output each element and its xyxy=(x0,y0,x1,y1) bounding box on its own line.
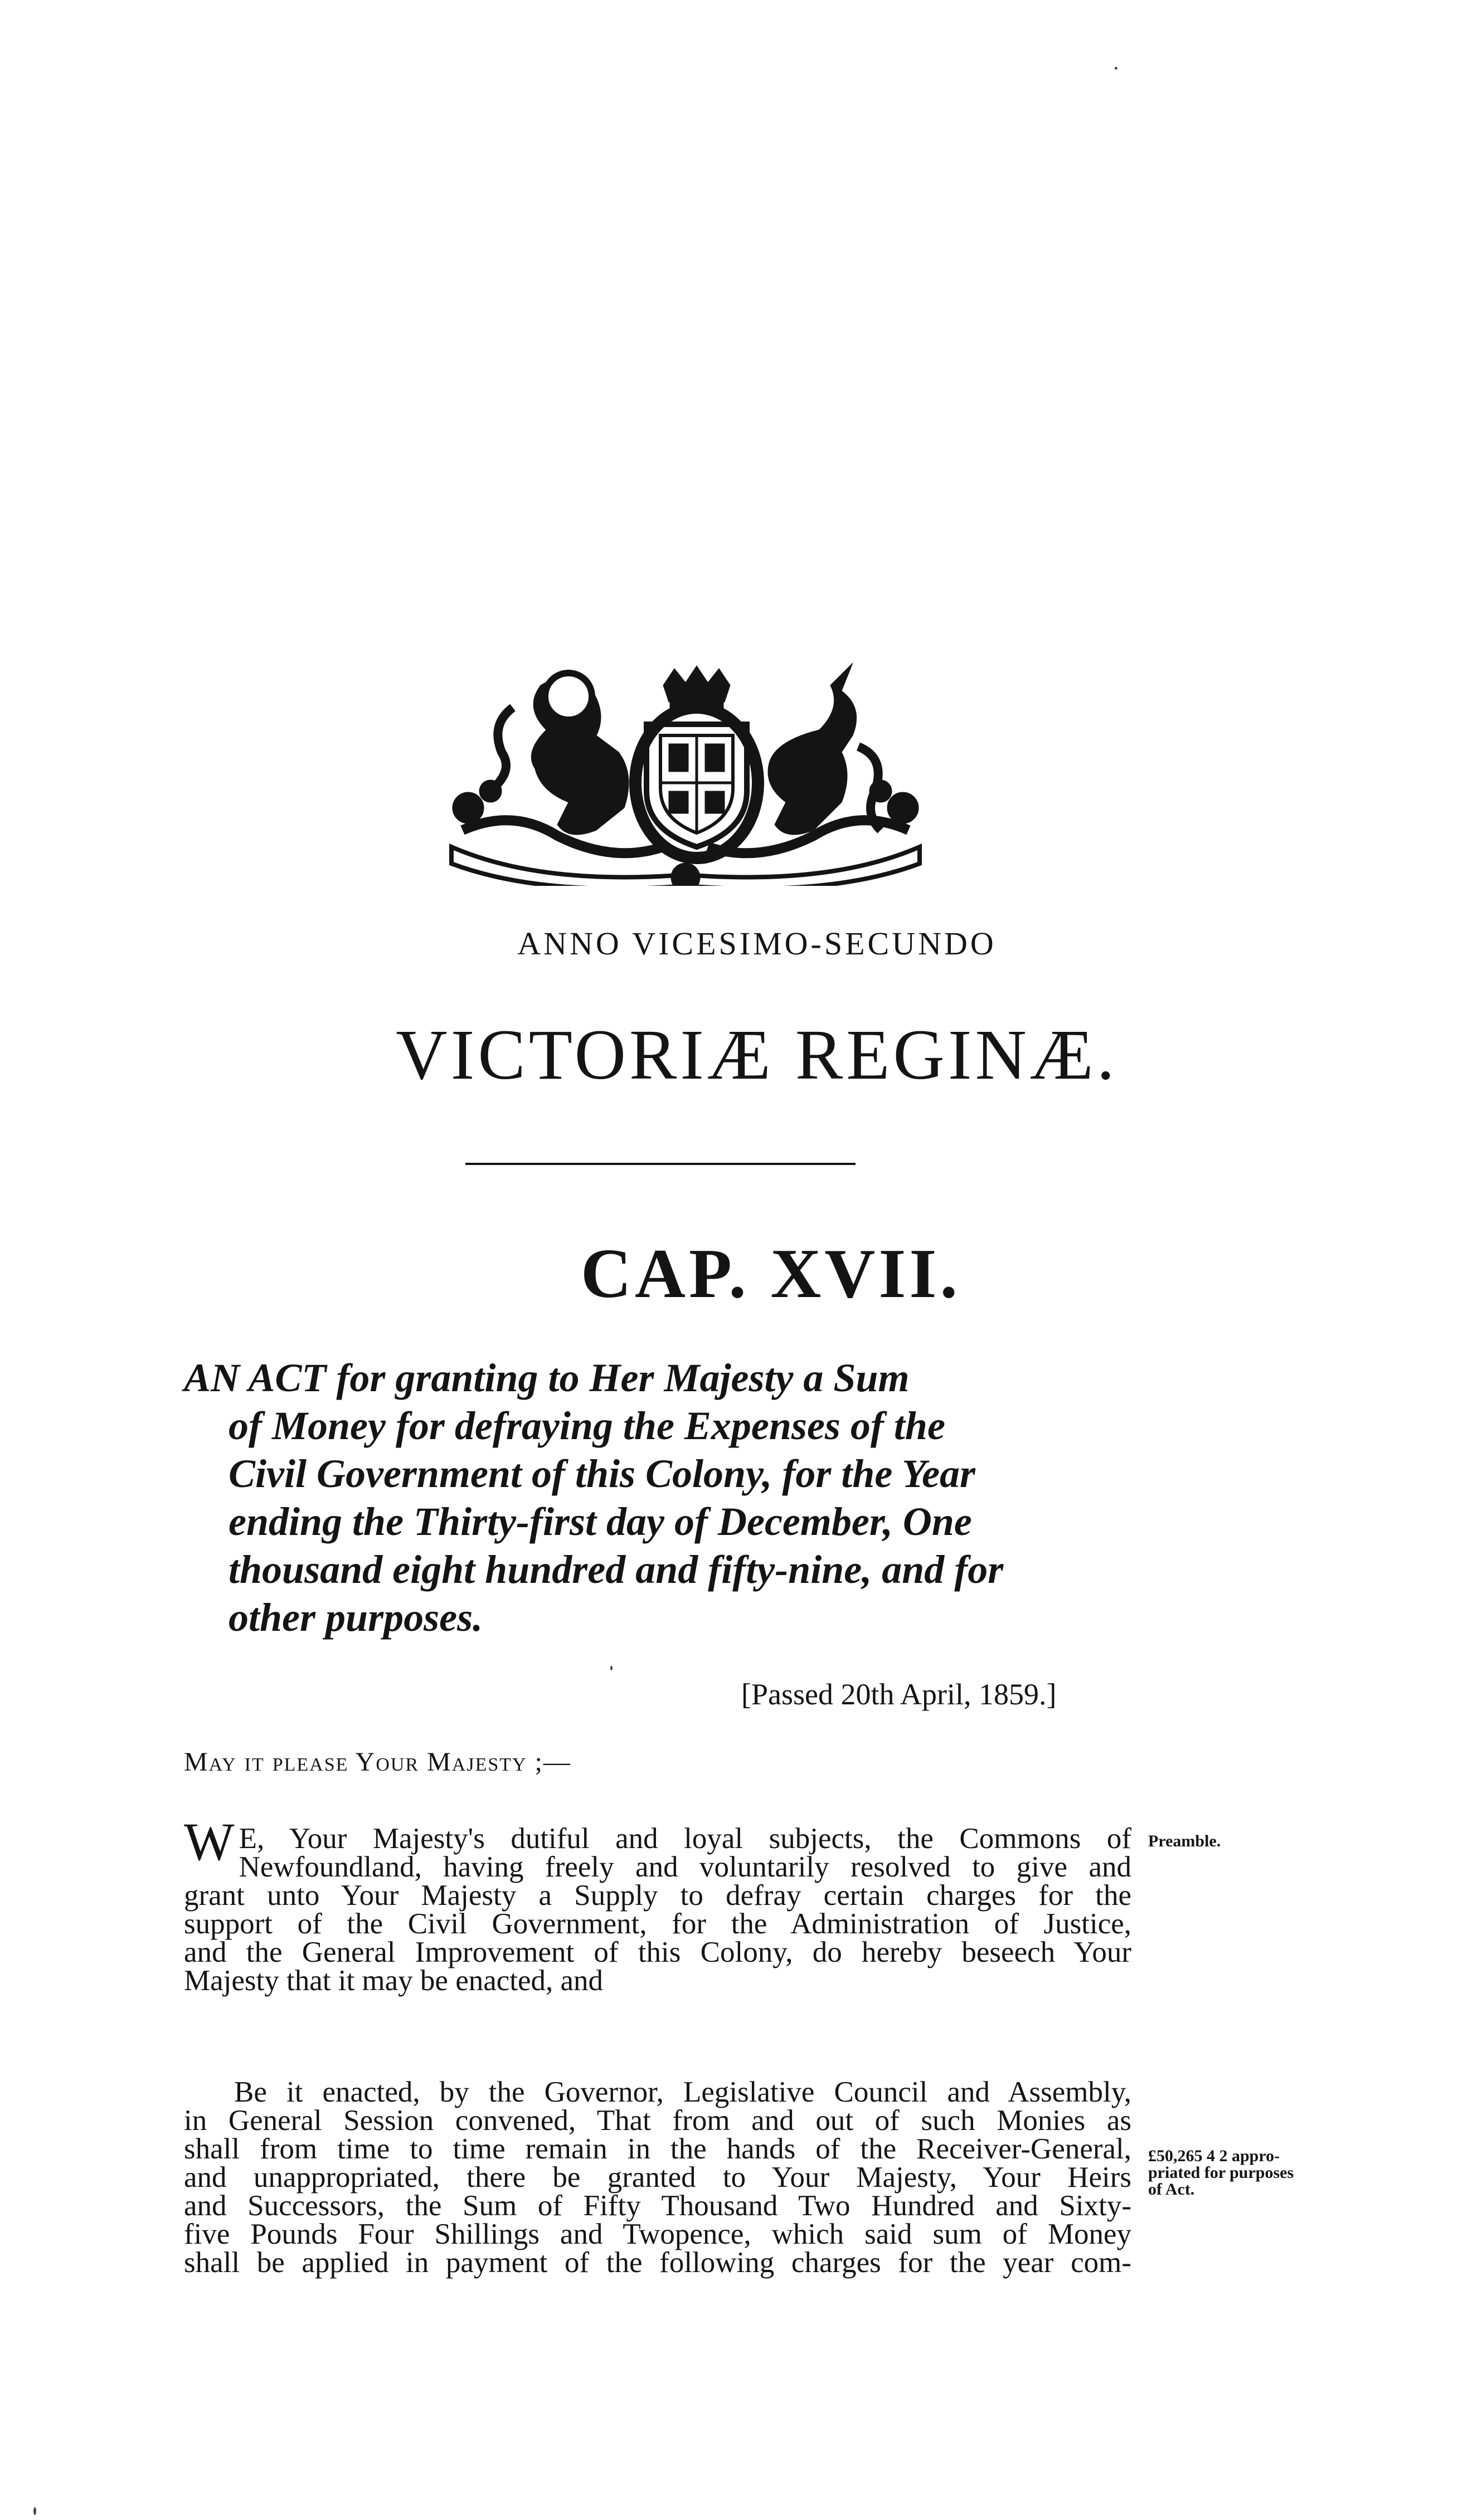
preamble-line: and the General Improvement of this Colony, do hereby beseech Your xyxy=(184,1936,1131,1968)
preamble-line: grant unto Your Majesty a Supply to defray certain charges for the xyxy=(184,1879,1131,1912)
act-title-line: of Money for defraying the Expenses of the xyxy=(229,1403,945,1448)
preamble-line: support of the Civil Government, for the Administration of Justice, xyxy=(184,1908,1131,1940)
enactment-line: five Pounds Four Shillings and Twopence, which said sum of Money xyxy=(184,2218,1131,2250)
margin-note-line: £50,265 4 2 appro- xyxy=(1148,2147,1280,2165)
margin-note-preamble: Preamble. xyxy=(1148,1832,1221,1850)
preamble-line: E, Your Majesty's dutiful and loyal subjects, the Commons of xyxy=(239,1822,1131,1855)
act-title-line: AN ACT for granting to Her Majesty a Sum xyxy=(184,1356,910,1400)
scan-speck xyxy=(1115,67,1117,70)
enactment-line: shall from time to time remain in the hands of the Receiver-General, xyxy=(184,2133,1131,2165)
royal-coat-of-arms-icon xyxy=(429,663,942,886)
act-title xyxy=(184,1354,1154,1641)
act-title-line: other purposes. xyxy=(229,1595,483,1640)
scan-speck xyxy=(33,2507,36,2515)
margin-note-line: priated for purposes xyxy=(1148,2163,1294,2182)
preamble-line: Newfoundland, having freely and voluntarily resolved to give and xyxy=(239,1851,1131,1883)
enactment-line: and unappropriated, there be granted to Your Majesty, Your Heirs xyxy=(184,2161,1131,2194)
act-title-line: thousand eight hundred and fifty-nine, and for xyxy=(229,1547,1004,1592)
margin-note-appropriation xyxy=(1148,2148,1294,2198)
scan-speck xyxy=(610,1666,613,1670)
margin-note-line: of Act. xyxy=(1148,2180,1195,2199)
enactment-paragraph xyxy=(184,2078,1131,2277)
passed-date: [Passed 20th April, 1859.] xyxy=(741,1678,1057,1711)
act-title-line: ending the Thirty-first day of December, One xyxy=(229,1499,972,1544)
anno-heading: ANNO VICESIMO-SECUNDO xyxy=(517,925,997,962)
preamble-paragraph xyxy=(184,1812,1131,1997)
enactment-line: shall be applied in payment of the following charges for the year com- xyxy=(184,2246,1131,2279)
preamble-line: Majesty that it may be enacted, and xyxy=(184,1965,604,1997)
enactment-line: Be it enacted, by the Governor, Legislative Council and Assembly, xyxy=(234,2076,1131,2108)
divider-rule xyxy=(465,1163,856,1165)
enactment-line: in General Session convened, That from and out of such Monies as xyxy=(184,2104,1131,2137)
address-line: May it please Your Majesty ;— xyxy=(184,1747,571,1777)
enactment-line: and Successors, the Sum of Fifty Thousand Two Hundred and Sixty- xyxy=(184,2190,1131,2222)
chapter-heading: CAP. XVII. xyxy=(581,1235,961,1313)
act-title-line: Civil Government of this Colony, for the Year xyxy=(229,1451,976,1496)
reign-heading: VICTORIÆ REGINÆ. xyxy=(396,1015,1118,1094)
drop-cap: W xyxy=(184,1812,235,1871)
